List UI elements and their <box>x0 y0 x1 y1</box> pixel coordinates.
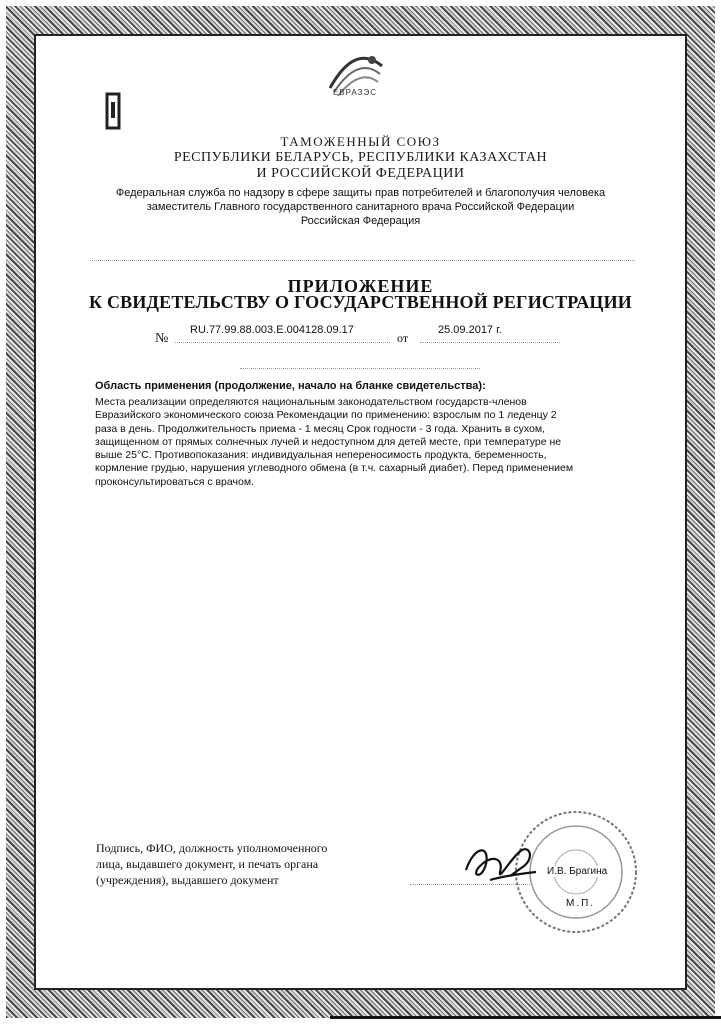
caption-line-3: (учреждения), выдавшего документ <box>96 873 279 887</box>
text-line: раза в день. Продолжительность приема - 1 месяц Срок годности - 3 года. Хранить в сухом, <box>95 422 546 435</box>
number-label: № <box>155 331 169 346</box>
bottom-edge-line <box>330 1016 721 1019</box>
text-line: Евразийского экономического союза Рекомендации по применению: взрослым по 1 леденцу 2 <box>95 409 557 422</box>
text-line: кормление грудью, нарушения углеводного обмена (в т.ч. сахарный диабет). Перед применением <box>95 462 574 475</box>
caption-line-2: лица, выдавшего документ, и печать органа <box>96 857 319 871</box>
agency-underline <box>90 260 635 261</box>
date-from-label: от <box>397 331 409 345</box>
member-states-line-1: РЕСПУБЛИКИ БЕЛАРУСЬ, РЕСПУБЛИКИ КАЗАХСТАН <box>173 150 548 165</box>
agency-line-2: заместитель Главного государственного санитарного врача Российской Федерации <box>146 201 575 213</box>
handwritten-signature-icon <box>460 836 540 892</box>
stamp-place-mark: М.П. <box>566 898 596 909</box>
text-line: выше 25°С. Противопоказания: индивидуальная непереносимость продукта, беременность, <box>95 449 547 462</box>
customs-union-heading: ТАМОЖЕННЫЙ СОЮЗ <box>280 134 441 149</box>
issuing-agency <box>70 186 651 228</box>
registration-date: 25.09.2017 г. <box>438 324 502 336</box>
signature-caption <box>96 840 396 888</box>
agency-line-3: Российская Федерация <box>300 215 421 227</box>
emblem-caption: ЕВРАЗЭС <box>332 88 378 97</box>
registration-number: RU.77.99.88.003.E.004128.09.17 <box>190 324 354 336</box>
caption-line-1: Подпись, ФИО, должность уполномоченного <box>96 841 328 855</box>
section-title: Область применения (продолжение, начало на бланке свидетельства): <box>95 380 486 392</box>
application-scope-text <box>95 396 640 489</box>
date-underline <box>420 342 560 343</box>
signer-name: И.В. Брагина <box>547 866 608 877</box>
text-line: защищенном от прямых солнечных лучей и недоступном для детей месте, при температуре не <box>95 435 562 448</box>
vertical-stamp-mark-icon <box>104 92 124 132</box>
member-states-line-2: И РОССИЙСКОЙ ФЕДЕРАЦИИ <box>256 166 465 181</box>
separator-dotline <box>240 368 480 369</box>
agency-line-1: Федеральная служба по надзору в сфере защиты прав потребителей и благополучия человека <box>115 187 606 199</box>
document-subtitle: К СВИДЕТЕЛЬСТВУ О ГОСУДАРСТВЕННОЙ РЕГИСТРАЦИИ <box>89 292 632 312</box>
text-line: Места реализации определяются национальным законодательством государств-членов <box>95 396 527 408</box>
document-title: ПРИЛОЖЕНИЕ <box>287 276 434 296</box>
number-underline <box>175 342 390 343</box>
text-line: проконсультироваться с врачом. <box>95 475 254 488</box>
